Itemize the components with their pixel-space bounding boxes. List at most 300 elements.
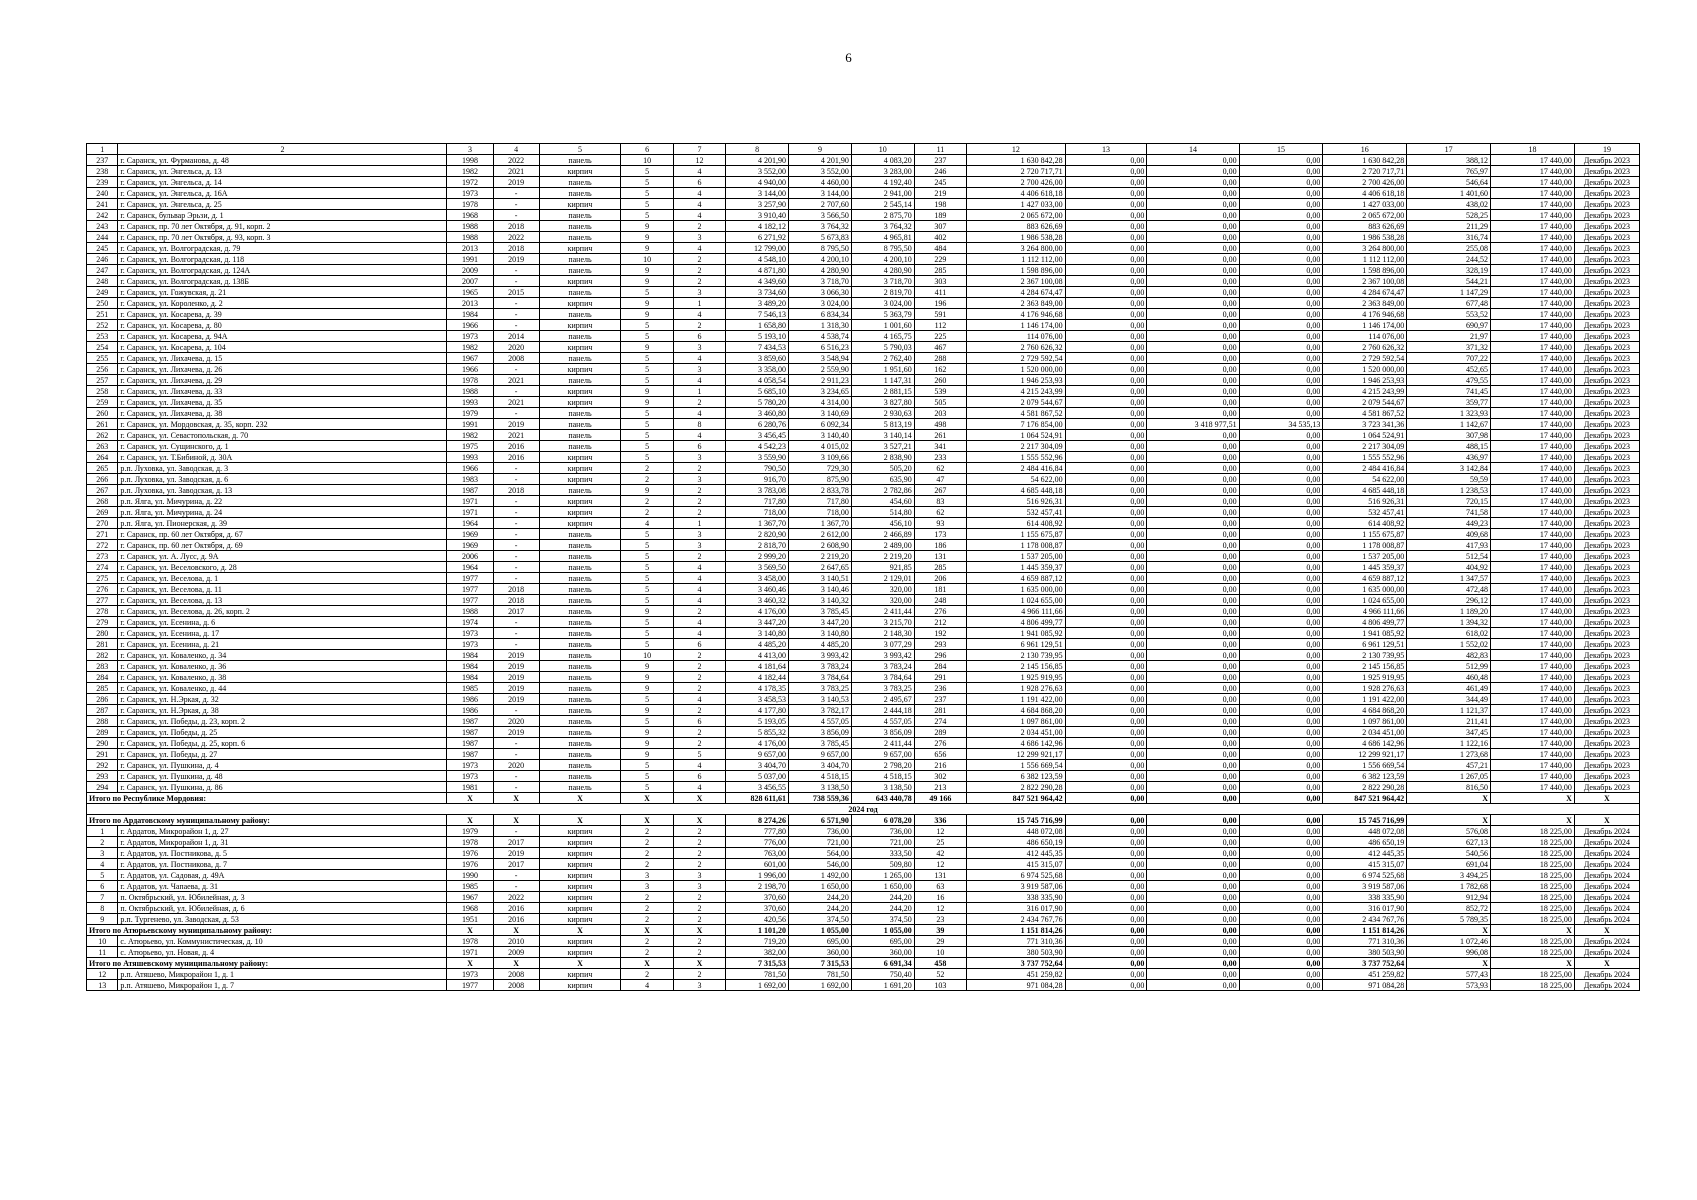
table-cell: 370,60 [726,892,789,903]
table-cell: 18 225,00 [1491,980,1575,991]
table-cell: 2 [673,738,725,749]
table-row [87,221,1640,232]
table-cell: 380 503,90 [1323,947,1407,958]
table-cell: панель [539,705,621,716]
table-cell: 114 076,00 [967,331,1066,342]
table-cell: 5 813,19 [851,419,914,430]
table-cell: 1988 [447,386,493,397]
table-cell: 2 065 672,00 [967,210,1066,221]
subtotal-cell: X [673,815,725,826]
table-cell: Декабрь 2023 [1574,199,1639,210]
table-cell: 0,00 [1147,485,1239,496]
table-cell: 2018 [493,595,539,606]
subtotal-cell: X [1407,815,1491,826]
table-cell: 2 729 592,54 [967,353,1066,364]
table-cell: 0,00 [1239,848,1323,859]
table-cell: 244,20 [789,892,852,903]
table-cell: 2 833,78 [789,485,852,496]
table-cell: 2010 [493,936,539,947]
table-row [87,595,1640,606]
table-cell: 4 284 674,47 [967,287,1066,298]
table-cell: 0,00 [1147,694,1239,705]
table-cell: панель [539,683,621,694]
table-cell: 883 626,69 [967,221,1066,232]
table-cell: 5 [87,870,118,881]
table-cell: 9 [621,749,673,760]
table-cell: 0,00 [1147,683,1239,694]
table-cell: панель [539,661,621,672]
table-cell: панель [539,254,621,265]
table-cell: г. Саранск, ул. Энгельса, д. 13 [118,166,447,177]
table-cell: 371,32 [1407,342,1491,353]
table-cell: г. Саранск, ул. Есенина, д. 6 [118,617,447,628]
subtotal-cell: 15 745 716,99 [967,815,1066,826]
table-cell: 540,56 [1407,848,1491,859]
table-cell: 10 [621,650,673,661]
table-cell: 2 034 451,00 [1323,727,1407,738]
table-cell: 2 363 849,00 [967,298,1066,309]
table-cell: - [493,826,539,837]
table-cell: 6 974 525,68 [1323,870,1407,881]
table-cell: Декабрь 2023 [1574,518,1639,529]
table-cell: 717,80 [726,496,789,507]
table-cell: 9 [621,727,673,738]
column-number-cell: 5 [539,144,621,155]
table-cell: 0,00 [1147,287,1239,298]
table-cell: 412 445,35 [967,848,1066,859]
table-cell: 707,22 [1407,353,1491,364]
table-cell: 0,00 [1239,309,1323,320]
table-row [87,397,1640,408]
table-cell: г. Саранск, ул. Веселова, д. 13 [118,595,447,606]
table-cell: 3 910,40 [726,210,789,221]
table-cell: 293 [914,639,966,650]
table-row [87,419,1640,430]
table-cell: 3 456,45 [726,430,789,441]
table-row [87,661,1640,672]
table-cell: 3 856,09 [789,727,852,738]
table-cell: 546,00 [789,859,852,870]
table-cell: 0,00 [1239,430,1323,441]
table-cell: р.п. Луховка, ул. Заводская, д. 3 [118,463,447,474]
table-cell: 10 [621,254,673,265]
table-row [87,837,1640,848]
table-cell: г. Саранск, ул. Косарева, д. 39 [118,309,447,320]
table-cell: 4 542,23 [726,441,789,452]
table-cell: 4 485,20 [726,639,789,650]
table-row [87,155,1640,166]
table-cell: с. Атюрьево, ул. Новая, д. 4 [118,947,447,958]
table-cell: 0,00 [1239,782,1323,793]
table-cell: 3 [673,540,725,551]
table-cell: 17 440,00 [1491,232,1575,243]
table-cell: 8 795,50 [789,243,852,254]
table-cell: 206 [914,573,966,584]
table-row [87,749,1640,760]
table-cell: 240 [87,188,118,199]
table-cell: 0,00 [1239,287,1323,298]
table-cell: 6 280,76 [726,419,789,430]
table-cell: 0,00 [1239,595,1323,606]
column-number-row [87,144,1640,155]
table-cell: 4 [673,760,725,771]
table-cell: 1 [673,386,725,397]
table-cell: 0,00 [1147,188,1239,199]
table-cell: 0,00 [1147,364,1239,375]
table-cell: 0,00 [1147,177,1239,188]
table-cell: 9 [621,738,673,749]
table-cell: 0,00 [1065,947,1147,958]
table-cell: 1982 [447,342,493,353]
table-cell: 1 598 896,00 [1323,265,1407,276]
table-cell: 274 [914,716,966,727]
table-cell: Декабрь 2024 [1574,903,1639,914]
table-cell: панель [539,716,621,727]
table-cell: 3 458,00 [726,573,789,584]
table-cell: 1979 [447,826,493,837]
table-cell: 243 [87,221,118,232]
table-cell: 677,48 [1407,298,1491,309]
table-row [87,529,1640,540]
table-cell: 47 [914,474,966,485]
table-cell: 290 [87,738,118,749]
table-cell: 4 [673,694,725,705]
table-cell: 1 555 552,96 [1323,452,1407,463]
table-cell: 404,92 [1407,562,1491,573]
table-cell: 17 440,00 [1491,606,1575,617]
table-cell: кирпич [539,364,621,375]
column-number-cell: 6 [621,144,673,155]
table-cell: 449,23 [1407,518,1491,529]
table-cell: 0,00 [1065,441,1147,452]
table-cell: 1 635 000,00 [967,584,1066,595]
table-cell: 2 [621,892,673,903]
table-cell: 1 147,31 [851,375,914,386]
table-cell: 3 783,25 [789,683,852,694]
table-cell: - [493,738,539,749]
table-cell: с. Атюрьево, ул. Коммунистическая, д. 10 [118,936,447,947]
table-cell: 1977 [447,980,493,991]
table-cell: 5 [621,210,673,221]
table-cell: 344,49 [1407,694,1491,705]
table-cell: 6 382 123,59 [967,771,1066,782]
table-cell: 8 [87,903,118,914]
table-cell: 3 783,24 [789,661,852,672]
table-cell: 0,00 [1239,947,1323,958]
table-cell: 4 058,54 [726,375,789,386]
table-cell: 261 [914,430,966,441]
table-cell: кирпич [539,859,621,870]
table-cell: 289 [914,727,966,738]
table-cell: Декабрь 2024 [1574,837,1639,848]
column-number-cell: 13 [1065,144,1147,155]
table-cell: 1983 [447,474,493,485]
column-number-cell: 3 [447,144,493,155]
table-cell: 0,00 [1147,210,1239,221]
subtotal-cell: 15 745 716,99 [1323,815,1407,826]
table-cell: 2019 [493,848,539,859]
table-cell: 7 546,13 [726,309,789,320]
table-cell: 4 581 867,52 [967,408,1066,419]
table-cell: 1 445 359,37 [1323,562,1407,573]
subtotal-cell: 1 055,00 [789,925,852,936]
table-cell: 912,94 [1407,892,1491,903]
table-cell: 2 [673,661,725,672]
table-cell: 1987 [447,716,493,727]
table-cell: 1965 [447,287,493,298]
table-cell: 17 440,00 [1491,584,1575,595]
table-cell: г. Саранск, ул. Веселова, д. 1 [118,573,447,584]
table-cell: 457,21 [1407,760,1491,771]
table-cell: панель [539,419,621,430]
table-row [87,276,1640,287]
table-cell: 0,00 [1239,232,1323,243]
table-cell: 691,04 [1407,859,1491,870]
table-cell: 3 734,60 [726,287,789,298]
table-cell: 244 [87,232,118,243]
table-cell: г. Саранск, ул. Лихачева, д. 26 [118,364,447,375]
table-cell: 0,00 [1239,694,1323,705]
table-cell: 17 440,00 [1491,727,1575,738]
table-cell: 1 598 896,00 [967,265,1066,276]
table-cell: 0,00 [1147,650,1239,661]
table-cell: панель [539,628,621,639]
table-cell: 1 650,00 [789,881,852,892]
table-cell: 2 [621,903,673,914]
subtotal-cell: 643 440,78 [851,793,914,804]
table-cell: 2016 [493,452,539,463]
table-cell: 17 440,00 [1491,221,1575,232]
table-cell: 0,00 [1065,782,1147,793]
table-cell: 0,00 [1147,771,1239,782]
table-cell: 370,60 [726,903,789,914]
table-cell: 2 819,70 [851,287,914,298]
table-cell: 288 [914,353,966,364]
table-cell: панель [539,749,621,760]
table-cell: 359,77 [1407,397,1491,408]
table-cell: 269 [87,507,118,518]
table-cell: кирпич [539,320,621,331]
table-cell: 1976 [447,859,493,870]
table-cell: 257 [87,375,118,386]
table-cell: 718,00 [726,507,789,518]
table-cell: кирпич [539,980,621,991]
table-cell: панель [539,485,621,496]
table-cell: Декабрь 2023 [1574,485,1639,496]
table-cell: 0,00 [1147,584,1239,595]
subtotal-cell: X [493,793,539,804]
subtotal-cell: 0,00 [1065,815,1147,826]
subtotal-cell: X [493,815,539,826]
table-cell: 2 941,00 [851,188,914,199]
table-cell: 3 [673,474,725,485]
table-cell: 3 785,45 [789,738,852,749]
table-cell: 1973 [447,969,493,980]
table-cell: 717,80 [789,496,852,507]
table-row [87,650,1640,661]
table-cell: 514,80 [851,507,914,518]
table-cell: 1 925 919,95 [1323,672,1407,683]
table-cell: 0,00 [1065,309,1147,320]
table-cell: г. Саранск, ул. Волгоградская, д. 79 [118,243,447,254]
table-cell: 374,50 [851,914,914,925]
table-cell: г. Саранск, ул. Лихачева, д. 29 [118,375,447,386]
table-cell: 9 [621,397,673,408]
subtotal-cell: X [621,925,673,936]
subtotal-cell: 6 691,34 [851,958,914,969]
table-cell: 2013 [447,298,493,309]
table-cell: 0,00 [1147,452,1239,463]
table-cell: 3 [673,287,725,298]
table-cell: г. Саранск, ул. Есенина, д. 21 [118,639,447,650]
table-cell: 505 [914,397,966,408]
table-row [87,947,1640,958]
table-cell: панель [539,441,621,452]
subtotal-cell: 0,00 [1065,793,1147,804]
table-cell: 237 [914,155,966,166]
table-cell: 1 147,29 [1407,287,1491,298]
table-cell: 42 [914,848,966,859]
table-cell: Декабрь 2023 [1574,474,1639,485]
table-cell: 1 928 276,63 [1323,683,1407,694]
table-cell: 196 [914,298,966,309]
table-cell: 9 [621,705,673,716]
table-cell: г. Саранск, пр. 60 лет Октября, д. 67 [118,529,447,540]
table-cell: 18 225,00 [1491,881,1575,892]
table-cell: 528,25 [1407,210,1491,221]
table-row [87,551,1640,562]
table-cell: 360,00 [851,947,914,958]
table-cell: 17 440,00 [1491,749,1575,760]
table-row [87,298,1640,309]
table-cell: Декабрь 2023 [1574,705,1639,716]
table-cell: г. Саранск, пр. 60 лет Октября, д. 69 [118,540,447,551]
table-cell: 3 723 341,36 [1323,419,1407,430]
table-cell: 0,00 [1065,298,1147,309]
table-cell: 1 024 655,00 [967,595,1066,606]
table-cell: 3 993,42 [789,650,852,661]
table-cell: 6 974 525,68 [967,870,1066,881]
table-cell: р.п. Ялга, ул. Мичурина, д. 24 [118,507,447,518]
table-cell: кирпич [539,342,621,353]
table-cell: 2 484 416,84 [967,463,1066,474]
table-cell: г. Саранск, ул. Веселова, д. 11 [118,584,447,595]
table-cell: Декабрь 2023 [1574,716,1639,727]
table-cell: 0,00 [1147,232,1239,243]
table-row [87,199,1640,210]
table-cell: 0,00 [1147,463,1239,474]
table-cell: 0,00 [1239,518,1323,529]
table-cell: 0,00 [1065,771,1147,782]
subtotal-label: Итого по Республике Мордовия: [87,793,447,804]
table-cell: 0,00 [1065,243,1147,254]
table-cell: 1967 [447,353,493,364]
table-cell: 4 685 448,18 [967,485,1066,496]
table-cell: 63 [914,881,966,892]
table-cell: 0,00 [1147,320,1239,331]
table-cell: 2 [673,947,725,958]
table-cell: 729,30 [789,463,852,474]
table-cell: 2 [673,276,725,287]
table-cell: р.п. Ялга, ул. Мичурина, д. 22 [118,496,447,507]
subtotal-cell: 1 055,00 [851,925,914,936]
table-cell: 3 460,32 [726,595,789,606]
table-cell: г. Саранск, ул. Пушкина, д. 4 [118,760,447,771]
subtotal-cell: X [1407,925,1491,936]
table-cell: 512,54 [1407,551,1491,562]
table-cell: 1 155 675,87 [967,529,1066,540]
table-cell: панель [539,639,621,650]
column-number-cell: 17 [1407,144,1491,155]
table-cell: 0,00 [1147,738,1239,749]
subtotal-cell: X [1407,958,1491,969]
table-cell: 656 [914,749,966,760]
table-cell: 6 516,23 [789,342,852,353]
table-cell: 3 140,46 [789,584,852,595]
table-cell: 2 217 304,09 [1323,441,1407,452]
table-cell: 296,12 [1407,595,1491,606]
table-cell: 18 225,00 [1491,826,1575,837]
table-cell: 18 225,00 [1491,870,1575,881]
table-cell: 4 215 243,99 [1323,386,1407,397]
table-cell: 1987 [447,485,493,496]
table-cell: 3 215,70 [851,617,914,628]
table-cell: 4 280,90 [789,265,852,276]
table-cell: 17 440,00 [1491,309,1575,320]
table-cell: 1967 [447,892,493,903]
table-cell: 17 440,00 [1491,573,1575,584]
subtotal-label: Итого по Ардатовскому муниципальному району: [87,815,447,826]
table-cell: 7 [87,892,118,903]
table-row [87,166,1640,177]
table-cell: 460,48 [1407,672,1491,683]
table-cell: кирпич [539,947,621,958]
table-cell: 242 [87,210,118,221]
table-cell: 272 [87,540,118,551]
table-cell: 0,00 [1065,606,1147,617]
table-cell: 2009 [493,947,539,958]
table-cell: Декабрь 2023 [1574,617,1639,628]
table-cell: 266 [87,474,118,485]
table-cell: 388,12 [1407,155,1491,166]
table-cell: 1998 [447,155,493,166]
table-row [87,760,1640,771]
table-cell: 3 140,80 [789,628,852,639]
table-cell: 3 559,90 [726,452,789,463]
table-cell: г. Саранск, ул. Веселовского, д. 28 [118,562,447,573]
table-cell: 3 [673,881,725,892]
table-row [87,265,1640,276]
table-cell: 0,00 [1239,254,1323,265]
table-cell: 1 537 205,00 [1323,551,1407,562]
table-cell: 0,00 [1065,683,1147,694]
table-cell: Декабрь 2023 [1574,727,1639,738]
table-cell: 0,00 [1239,298,1323,309]
table-cell: Декабрь 2023 [1574,650,1639,661]
table-cell: 2 495,67 [851,694,914,705]
table-cell: 17 440,00 [1491,188,1575,199]
table-cell: 1988 [447,606,493,617]
table-cell: 0,00 [1239,936,1323,947]
table-cell: 4 557,05 [851,716,914,727]
year-heading: 2024 год [87,804,1640,815]
table-cell: 2 [673,254,725,265]
table-cell: 2 [673,672,725,683]
table-cell: 17 440,00 [1491,782,1575,793]
table-cell: 2 [673,859,725,870]
table-cell: 0,00 [1065,617,1147,628]
table-cell: панель [539,265,621,276]
